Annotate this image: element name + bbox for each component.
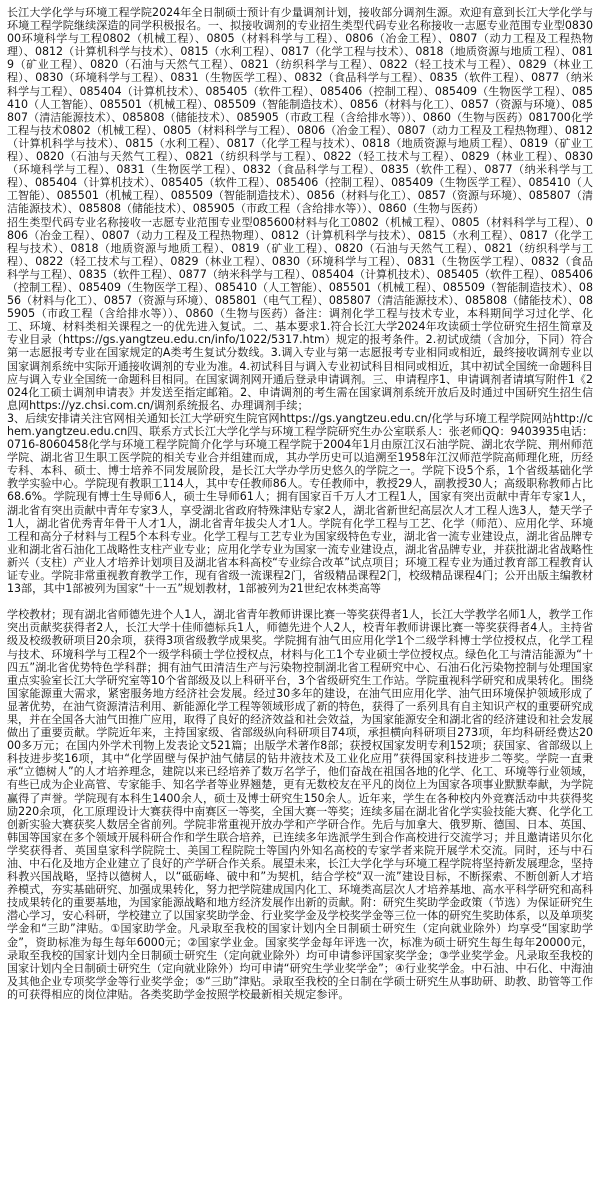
paragraph-requirements: 招生类型代码专业名称接收一志愿专业范围专业型085600材料与化工0802（机械工程）、0805（材料科学与工程）、0806（冶金工程）、0807（动力工程及工程热物理）、0812（计算机科学与技术）、0815（水利工程）、0817（化学工程与技术）、0818（地质资源与地质工程）、0819（矿业工程）、0820（石油与天然气工程）、0821（纺织科学与工程）、0822（轻工技术与工程）、0829（林业工程）、0830（环境科学与工程）、0831（生物医学工程）、0832（食品科学与工程）、0835（软件工程）、0877（纳米科学与工程）、085404（计算机技术）、085405（软件工程）、085406（控制工程）、085409（生物医学工程）、085410（人工智能）、085501（机械工程）、085509（智能制造技术）、0856（材料与化工）、0857（资源与环境）、085801（电气工程）、085807（清洁能源技术）、085808（储能技术）、085905（市政工程（含给排水等））、0860（生物与医药）备注：调剂化学工程与技术专业，本科期间学习过化学、化工、环境、材料类相关课程之一的优先进入复试。二、基本要求1.符合长江大学2024年攻读硕士学位研究生招生简章及专业目录（https://gs.yangtzeu.edu.cn/info/1022/5317.htm）规定的报考条件。2.初试成绩（含加分，下同）符合第一志愿报考专业在国家规定的A类考生复试分数线。3.调入专业与第一志愿报考专业相同或相近，最终接收调剂专业以国家调剂系统中实际开通接收调剂的专业为准。4.初试科目与调入专业初试科目相同或相近，其中初试全国统一命题科目应与调入专业全国统一命题科目相同。在国家调剂网开通后登录申请调剂。三、申请程序1、申请调剂者请填写附件1《2024化工硕士调剂申请表》并发送至指定邮箱。2、申请调剂的考生需在国家调剂系统开放后及时通过中国研究生招生信息网https://yz.chsi.com.cn/调剂系统报名、办理调剂手续；: [7, 215, 593, 412]
paragraph-contact-and-intro: 3、后续安排请关注官网相关通知长江大学研究生院官网https://gs.yangtzeu.edu.cn/化学与环境工程学院网站http://chem.yangtzeu.edu.cn四、联系方式长江大学化学与环境工程学院研究生办公室联系人：张老师QQ：9403935电话：0716-8060458化学与环境工程学院简介化学与环境工程学院于2004年1月由原江汉石油学院、湖北农学院、荆州师范学院、湖北省卫生职工医学院的相关专业合并组建而成，其办学历史可以追溯至1958年江汉师范学院高师理化班，历经专科、本科、硕士、博士培养不同发展阶段，是长江大学办学历史悠久的学院之一。学院下设5个系，1个省级基础化学教学实验中心。学院现有教职工114人，其中专任教师86人。专任教师中，教授29人，副教授30人；高级职称教师占比68.6%。学院现有博士生导师6人，硕士生导师61人；拥有国家百千万人才工程1人，国家有突出贡献中青年专家1人，湖北省有突出贡献中青年专家3人，享受湖北省政府特殊津贴专家2人，湖北省新世纪高层次人才工程人选3人，楚天学子1人，湖北省优秀青年骨干人才1人，湖北省青年拔尖人才1人。学院有化学工程与工艺、化学（师范）、应用化学、环境工程和高分子材料与工程5个本科专业。化学工程与工艺专业为国家级特色专业，湖北省一流专业建设点，湖北省品牌专业和湖北省石油化工战略性支柱产业专业；应用化学专业为国家一流专业建设点，湖北省品牌专业，并获批湖北省战略性新兴（支柱）产业人才培养计划项目及湖北省本科高校“专业综合改革”试点项目；环境工程专业为通过教育部工程教育认证专业。学院非常重视教育教学工作，现有省级一流课程2门，省级精品课程2门，校级精品课程4门；公开出版主编教材13部，其中1部被列为国家“十一五”规划教材，1部被列为21世纪农林类高等: [7, 411, 593, 596]
paragraph-admission-plan: 长江大学化学与环境工程学院2024年全日制硕士预计有少量调剂计划，接收部分调剂生源。欢迎有意到长江大学化学与环境工程学院继续深造的同学积极报名。一、拟接收调剂的专业招生类型代码专业名称接收一志愿专业范围专业型083000环境科学与工程0802（机械工程）、0805（材料科学与工程）、0806（冶金工程）、0807（动力工程及工程热物理）、0812（计算机科学与技术）、0815（水利工程）、0817（化学工程与技术）、0818（地质资源与地质工程）、0819（矿业工程）、0820（石油与天然气工程）、0821（纺织科学与工程）、0822（轻工技术与工程）、0829（林业工程）、0830（环境科学与工程）、0831（生物医学工程）、0832（食品科学与工程）、0835（软件工程）、0877（纳米科学与工程）、085404（计算机技术）、085405（软件工程）、085406（控制工程）、085409（生物医学工程）、085410（人工智能）、085501（机械工程）、085509（智能制造技术）、0856（材料与化工）、0857（资源与环境）、085807（清洁能源技术）、085808（储能技术）、085905（市政工程（含给排水等））、0860（生物与医药）081700化学工程与技术0802（机械工程）、0805（材料科学与工程）、0806（冶金工程）、0807（动力工程及工程热物理）、0812（计算机科学与技术）、0815（水利工程）、0817（化学工程与技术）、0818（地质资源与地质工程）、0819（矿业工程）、0820（石油与天然气工程）、0821（纺织科学与工程）、0822（轻工技术与工程）、0829（林业工程）、0830（环境科学与工程）、0831（生物医学工程）、0832（食品科学与工程）、0835（软件工程）、0877（纳米科学与工程）、085404（计算机技术）、085405（软件工程）、085406（控制工程）、085409（生物医学工程）、085410（人工智能）、085501（机械工程）、085509（智能制造技术）、0856（材料与化工）、0857（资源与环境）、085807（清洁能源技术）、085808（储能技术）、085905（市政工程（含给排水等））、0860（生物与医药）: [7, 6, 593, 216]
paragraph-spacer: [7, 595, 593, 608]
paragraph-teaching-research-funding: 学校教材；现有湖北省师德先进个人1人，湖北省青年教师讲课比赛一等奖获得者1人，长江大学教学名师1人，教学工作突出贡献奖获得者2人，长江大学十佳师德标兵1人，师德先进个人2人，校青年教师讲课比赛一等奖获得者4人。主持省级及校级教研项目20余项，获得3项省级教学成果奖。学院拥有油气田应用化学1个二级学科博士学位授权点，化学工程与技术、环境科学与工程2个一级学科硕士学位授权点，材料与化工1个专业硕士学位授权点。绿色化工与清洁能源为“十四五”湖北省优势特色学科群；拥有油气田清洁生产与污染物控制湖北省工程研究中心、石油石化污染物控制与处理国家重点实验室长江大学研究室等10个省部级及以上科研平台，3个省级研究生工作站。学院重视科学研究和成果转化。围绕国家能源重大需求，紧密服务地方经济社会发展。经过30多年的建设，在油气田应用化学、油气田环境保护领域形成了显著优势，在油气资源清洁利用、新能源化学工程等领域形成了新的特色，获得了一系列具有自主知识产权的重要研究成果，并在全国各大油气田推广应用，取得了良好的经济效益和社会效益，为国家能源安全和湖北省的经济建设和社会发展做出了重要贡献。学院近年来，主持国家级、省部级纵向科研项目74项，承担横向科研项目273项，年均科研经费达2000多万元；在国内外学术刊物上发表论文521篇；出版学术著作8部；获授权国家发明专利152项；获国家、省部级以上科技进步奖16项，其中“化学固壁与保护油气储层的钻井液技术及工业化应用”获得国家科技进步二等奖。学院一直秉承“立德树人”的人才培养理念，建院以来已经培养了数万名学子，他们奋战在祖国各地的化学、化工、环境等行业领域，有些已成为企业高管、专家能手、知名学者等业界翘楚，更有无数校友在平凡的岗位上为国家各项事业默默奉献，为学院赢得了声誉。学院现有本科生1400余人，硕士及博士研究生150余人。近年来，学生在各种校内外竞赛活动中共获得奖励220余项，化工原理设计大赛获得中南赛区一等奖，全国大赛一等奖；连续多届在湖北省化学实验技能大赛、化学化工创新实验大赛获奖人数居全省前列。学院非常重视开放办学和产学研合作。先后与加拿大、俄罗斯、德国、日本、英国、韩国等国家在多个领域开展科研合作和学生联合培养，已连续多年选派学生到合作高校进行交流学习；并且邀请诺贝尔化学奖获得者、英国皇家科学院院士、美国工程院院士等国内外知名高校的专家学者来院开展学术交流。同时，还与中石油、中石化及地方企业建立了良好的产学研合作关系。展望未来，长江大学化学与环境工程学院将坚持新发展理念，坚持科教兴国战略，坚持以德树人，以“砥砺峰、破中和”为契机，结合学校“双一流”建设目标，不断探索、不断创新人才培养模式，夯实基础研究、加强成果转化，努力把学院建成国内化工、环境类高层次人才培养基地、高水平科学研究和高科技成果转化的重要基地，为国家能源战略和地方经济发展作出新的贡献。附：研究生奖助学金政策（节选）为保证研究生潜心学习，安心科研，学校建立了以国家奖助学金、行业奖学金及学校奖学金等三位一体的研究生奖助体系，以及单项奖学金和“三助”津贴。①国家助学金。凡录取至我校的国家计划内全日制硕士研究生（定向就业除外）均享受“国家助学金”，资助标准为每生每年6000元；②国家学业金。国家奖学金每年评选一次，标准为硕士研究生每生每年20000元，录取至我校的国家计划内全日制硕士研究生（定向就业除外）均可申请参评国家奖学金；③学业奖学金。凡录取至我校的国家计划内全日制硕士研究生（定向就业除外）均可申请“研究生学业奖学金”；④行业奖学金。中石油、中石化、中海油及其他企业专项奖学金等行业奖学金；⑤“三助”津贴。录取至我校的全日制在学硕士研究生从事助研、助教、助管等工作的可获得相应的岗位津贴。各类奖助学金按照学校最新相关规定参评。: [7, 608, 593, 1001]
